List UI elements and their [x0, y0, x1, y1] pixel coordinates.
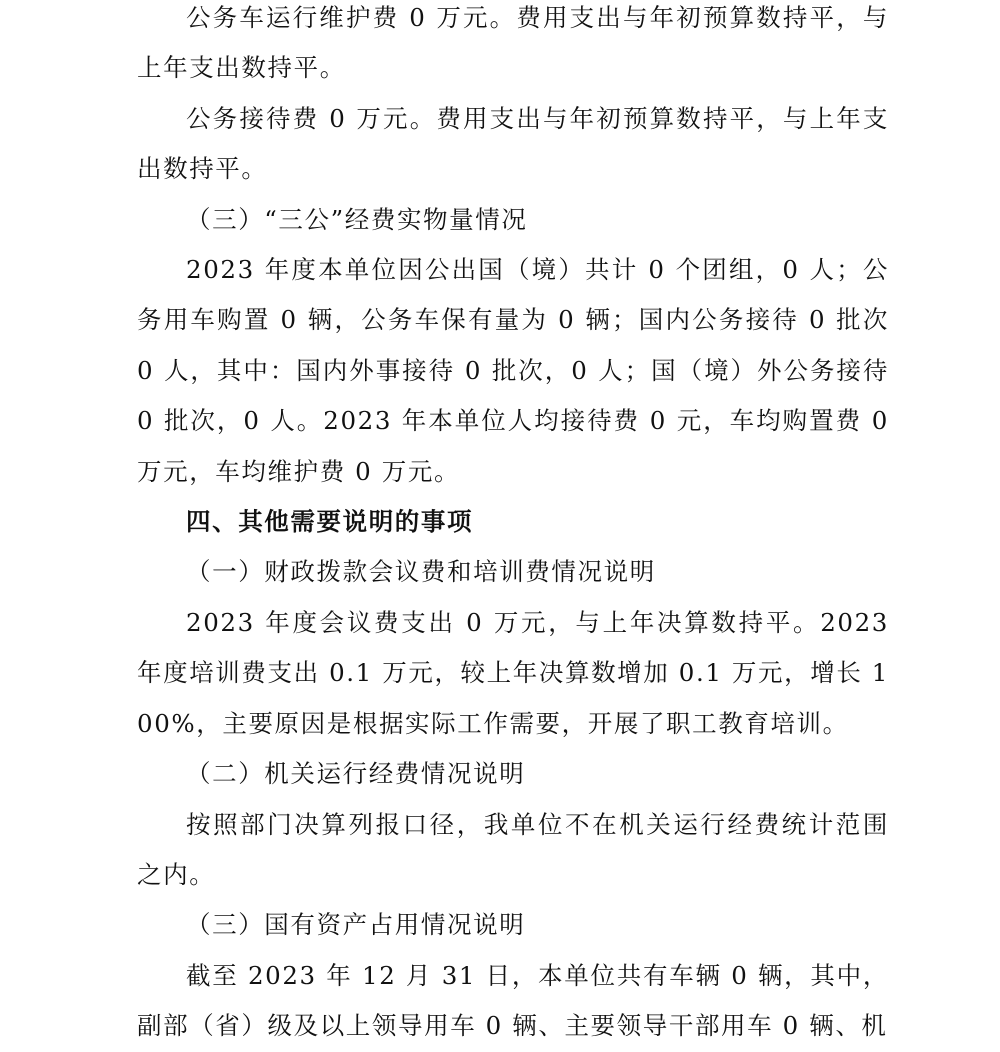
document-page	[137, 0, 889, 1052]
paragraph-quantity-details: 2023 年度本单位因公出国（境）共计 0 个团组，0 人；公务用车购置 0 辆，公务车保有量为 0 辆；国内公务接待 0 批次 0 人，其中：国内外事接待 0 批次，0 人；国（境）外公务接待 0 批次，0 人。2023 年本单位人均接待费 0 元，车均购置费 0 万元，车均维护费 0 万元。	[137, 255, 889, 486]
paragraph-state-assets: 截至 2023 年 12 月 31 日，本单位共有车辆 0 辆，其中，副部（省）级及以上领导用车 0 辆、主要领导干部用车 0 辆、机	[137, 960, 889, 1041]
subheading-operating-expenses: （二）机关运行经费情况说明	[186, 759, 526, 789]
paragraph-vehicle-maintenance: 公务车运行维护费 0 万元。费用支出与年初预算数持平，与上年支出数持平。	[137, 3, 889, 83]
paragraph-reception-fee: 公务接待费 0 万元。费用支出与年初预算数持平，与上年支出数持平。	[137, 103, 889, 184]
subheading-three-public-quantities: （三）“三公”经费实物量情况	[186, 204, 528, 234]
subheading-meeting-training: （一）财政拨款会议费和培训费情况说明	[186, 557, 656, 587]
paragraph-operating-expenses: 按照部门决算列报口径，我单位不在机关运行经费统计范围之内。	[137, 809, 889, 889]
paragraph-meeting-training: 2023 年度会议费支出 0 万元，与上年决算数持平。2023 年度培训费支出 0.1 万元，较上年决算数增加 0.1 万元，增长 100%，主要原因是根据实际工作需要，开展了职工教育培训。	[137, 607, 889, 738]
section-heading-other-matters: 四、其他需要说明的事项	[186, 507, 474, 537]
subheading-state-assets: （三）国有资产占用情况说明	[186, 910, 526, 940]
